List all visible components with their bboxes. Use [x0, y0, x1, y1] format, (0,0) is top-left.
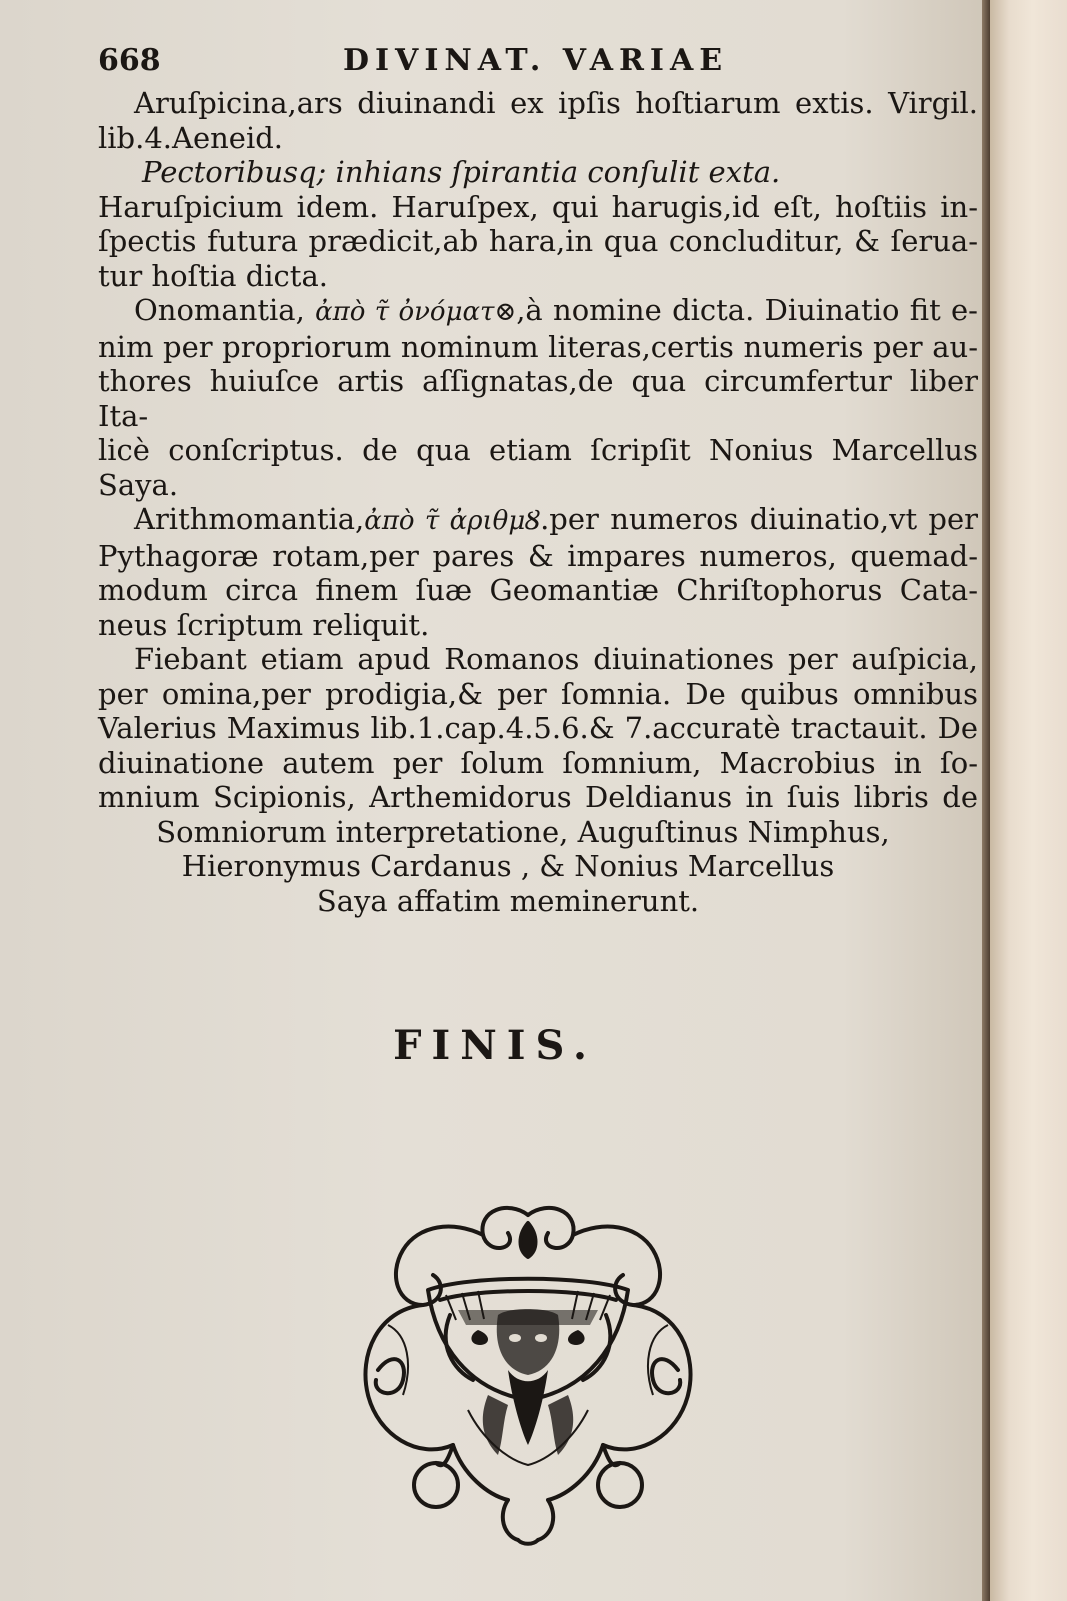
text-line: modum circa finem ſuæ Geomantiæ Chriſtophorus Cata- [98, 573, 978, 607]
text-line: licè conſcriptus. de qua etiam ſcripſit Nonius Marcellus [98, 433, 978, 467]
quoted-verse: Pectoribusq; inhians ſpirantia conſulit exta. [142, 155, 781, 189]
greek-phrase: ἀπὸ τ̃ ὀνόματ⊗ [315, 297, 517, 327]
text-line: per omina,per prodigia,& per ſomnia. De quibus omnibus [98, 676, 978, 711]
page-text-block [98, 40, 978, 918]
text-line: ſpectis futura prædicit,ab hara,in qua concluditur, & ſerua- [98, 224, 978, 258]
greek-phrase: ἀπὸ τ̃ ἀριθμȢ [364, 506, 541, 536]
text-line: tur hoſtia dicta. [98, 258, 328, 293]
text-line: Saya. [98, 467, 179, 502]
text-line: Aruſpicina,ars diuinandi ex ipſis hoſtiarum extis. Virgil. [134, 86, 978, 120]
text-line: Valerius Maximus lib.1.cap.4.5.6.& 7.accuratè tractauit. De [98, 711, 978, 745]
text-segment: ,à nomine dicta. Diuinatio fit e- [516, 293, 978, 327]
text-segment: Onomantia, [134, 293, 316, 327]
text-line: nim per propriorum nominum literas,certis numeris per au- [98, 329, 978, 364]
text-line-taper: Somniorum interpretatione, Auguſtinus Nimphus, [156, 814, 890, 849]
grotesque-mask-ornament-icon [358, 1195, 698, 1550]
page-number: 668 [98, 43, 161, 78]
text-line-onomantia [98, 293, 978, 330]
running-head: DIVINAT. VARIAE [343, 43, 729, 78]
text-segment: Arithmomantia, [134, 502, 365, 536]
text-segment: .per numeros diuinatio,vt per [540, 502, 978, 536]
page-header [98, 40, 978, 86]
text-line: Haruſpicium idem. Haruſpex, qui harugis,id eſt, hoſtiis in- [98, 189, 978, 224]
text-line: Fiebant etiam apud Romanos diuinationes per auſpicia, [134, 642, 978, 676]
text-line-arithmomantia [98, 502, 978, 539]
finis-heading: FINIS. [393, 1022, 597, 1069]
text-line-taper: Saya affatim meminerunt. [316, 883, 700, 918]
text-line-taper: Hieronymus Cardanus , & Nonius Marcellus [181, 849, 835, 883]
text-line: neus ſcriptum reliquit. [98, 607, 430, 642]
text-line: lib.4.Aeneid. [98, 120, 284, 155]
text-line: mnium Scipionis, Arthemidorus Deldianus in ſuis libris de [98, 780, 978, 814]
adjacent-page-edge [990, 0, 1067, 1601]
text-line: diuinatione autem per ſolum ſomnium, Macrobius in ſo- [98, 745, 978, 780]
text-line: thores huiuſce artis aſſignatas,de qua circumfertur liber Ita- [98, 364, 978, 433]
text-line: Pythagoræ rotam,per pares & impares numeros, quemad- [98, 538, 978, 573]
